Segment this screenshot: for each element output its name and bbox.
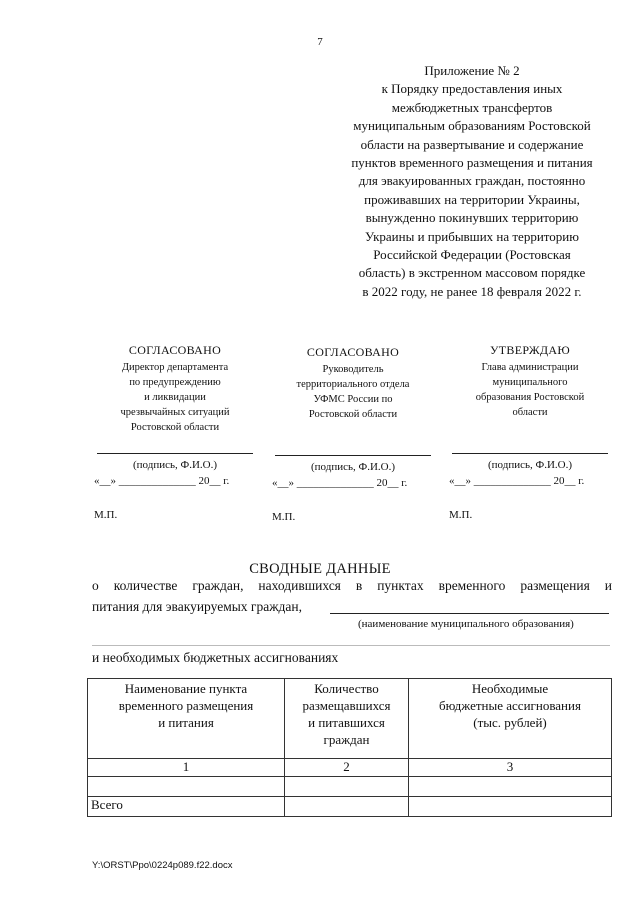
approval-block-3 — [450, 343, 610, 420]
date-field: «__» ______________ 20__ г. — [272, 477, 408, 489]
appendix-line: области на развертывание и содержание — [360, 136, 584, 152]
table-total-row — [88, 797, 612, 817]
header-cell — [285, 679, 409, 759]
appendix-line: межбюджетных трансфертов — [391, 99, 553, 115]
document-title: СВОДНЫЕ ДАННЫЕ — [249, 561, 391, 577]
appendix-line: область) в экстренном массовом порядке — [358, 265, 586, 281]
signature-caption: (подпись, Ф.И.О.) — [311, 461, 395, 473]
signature-line — [275, 455, 431, 456]
table-cell[interactable] — [409, 777, 612, 797]
appendix-line: Украины и прибывших на территорию — [365, 228, 579, 244]
appendix-line: в 2022 году, не ранее 18 февраля 2022 г. — [362, 283, 582, 299]
summary-paragraph-line-2: питания для эвакуируемых граждан, — [92, 599, 302, 614]
header-line: размещавшихся — [302, 698, 391, 713]
header-cell — [409, 679, 612, 759]
table-cell[interactable] — [285, 797, 409, 817]
approval-block-1 — [95, 343, 255, 435]
signature-caption: (подпись, Ф.И.О.) — [488, 459, 572, 471]
approval-block-2 — [273, 345, 433, 422]
table-cell[interactable] — [88, 777, 285, 797]
approval-heading: УТВЕРЖДАЮ — [489, 343, 571, 357]
approval-line: и ликвидации — [144, 392, 206, 403]
appendix-line: муниципальным образованиям Ростовской — [353, 118, 591, 134]
header-line: и питания — [158, 715, 214, 730]
approval-line: чрезвычайных ситуаций — [120, 407, 230, 418]
approval-line: Ростовской области — [308, 409, 398, 420]
summary-paragraph-line-3: и необходимых бюджетных ассигнованиях — [92, 650, 339, 665]
appendix-line: для эвакуированных граждан, постоянно — [358, 173, 586, 189]
table-cell[interactable] — [285, 777, 409, 797]
municipality-field[interactable] — [330, 613, 609, 614]
date-field: «__» ______________ 20__ г. — [449, 475, 585, 487]
appendix-line: проживавших на территории Украины, — [364, 191, 580, 207]
approval-line: образования Ростовской — [475, 392, 585, 403]
appendix-line: пунктов временного размещения и питания — [351, 155, 593, 171]
date-field: «__» ______________ 20__ г. — [94, 475, 230, 487]
approval-heading: СОГЛАСОВАНО — [306, 345, 400, 359]
header-line: (тыс. рублей) — [473, 715, 547, 730]
appendix-line: вынужденно покинувших территорию — [365, 210, 579, 226]
approval-line: территориального отдела — [296, 379, 410, 390]
column-number: 3 — [409, 759, 612, 777]
header-line: и питавшихся — [308, 715, 385, 730]
seal-placeholder: М.П. — [449, 509, 473, 521]
column-number: 2 — [285, 759, 409, 777]
table-number-row — [88, 759, 612, 777]
appendix-line: Российской Федерации (Ростовская — [373, 247, 571, 263]
approval-line: Руководитель — [322, 364, 384, 375]
header-line: граждан — [323, 732, 370, 747]
table-cell[interactable] — [409, 797, 612, 817]
approval-line: УФМС России по — [313, 394, 393, 405]
total-label: Всего — [88, 797, 285, 817]
header-line: временного размещения — [118, 698, 254, 713]
file-path-footer: Y:\ORST\Ppo\0224p089.f22.docx — [92, 860, 233, 871]
table-row — [88, 777, 612, 797]
approval-line: области — [512, 407, 548, 418]
signature-caption: (подпись, Ф.И.О.) — [133, 459, 217, 471]
approval-line: по предупреждению — [129, 377, 221, 388]
divider — [92, 645, 610, 646]
header-line: бюджетные ассигнования — [439, 698, 581, 713]
header-line: Необходимые — [471, 681, 549, 696]
header-line: Количество — [314, 681, 379, 696]
signature-line — [452, 453, 608, 454]
signature-line — [97, 453, 253, 454]
page-number: 7 — [317, 36, 323, 48]
seal-placeholder: М.П. — [94, 509, 118, 521]
column-number: 1 — [88, 759, 285, 777]
approval-line: Глава администрации — [481, 362, 579, 373]
municipality-caption: (наименование муниципального образования) — [358, 618, 574, 630]
appendix-line: Приложение № 2 — [424, 63, 520, 78]
approval-line: Ростовской области — [130, 422, 220, 433]
summary-paragraph-line-1: о количестве граждан, находившихся в пунктах временного размещения и — [92, 578, 612, 593]
summary-table — [87, 678, 612, 817]
approval-line: Директор департамента — [121, 362, 229, 373]
header-cell — [88, 679, 285, 759]
approval-heading: СОГЛАСОВАНО — [128, 343, 222, 357]
approval-line: муниципального — [492, 377, 568, 388]
appendix-line: к Порядку предоставления иных — [381, 81, 563, 97]
seal-placeholder: М.П. — [272, 511, 296, 523]
table-header-row — [88, 679, 612, 759]
header-line: Наименование пункта — [124, 681, 248, 696]
appendix-header — [330, 62, 614, 301]
